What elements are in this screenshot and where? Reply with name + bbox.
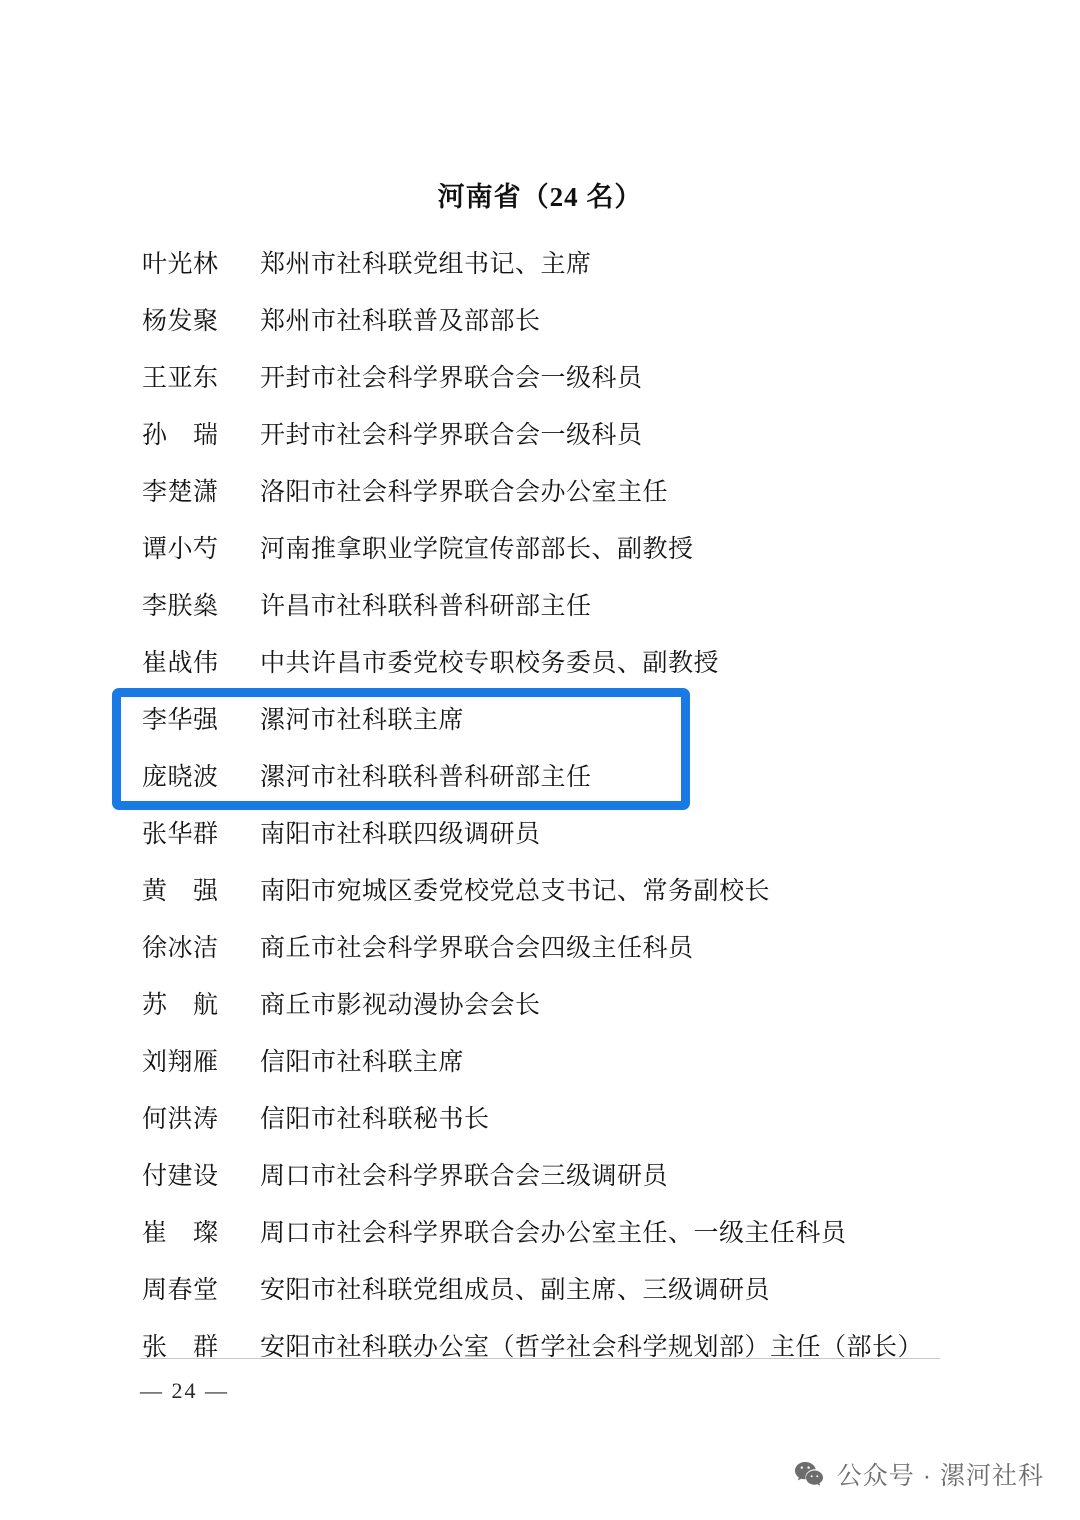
- page-number: — 24 —: [140, 1378, 229, 1403]
- entry-name: 杨发聚: [142, 308, 219, 335]
- list-item: [0, 1034, 1080, 1091]
- name-list: [0, 236, 1080, 1376]
- list-item: [0, 350, 1080, 407]
- list-item: [0, 464, 1080, 521]
- entry-title: 郑州市社科联普及部部长: [260, 308, 541, 335]
- entry-name: 庞晓波: [142, 764, 219, 791]
- entry-title: 漯河市社科联科普科研部主任: [260, 764, 592, 791]
- watermark-text: 公众号 · 漯河社科: [836, 1462, 1044, 1490]
- entry-title: 郑州市社科联党组书记、主席: [260, 251, 592, 278]
- entry-title: 周口市社会科学界联合会三级调研员: [260, 1163, 669, 1190]
- entry-name: 谭小芍: [142, 536, 219, 563]
- entry-name: 黄 强: [142, 878, 219, 905]
- entry-title: 信阳市社科联秘书长: [260, 1106, 490, 1133]
- entry-name: 付建设: [142, 1163, 219, 1190]
- list-item: [0, 521, 1080, 578]
- list-item: [0, 1148, 1080, 1205]
- entry-name: 张 群: [142, 1334, 219, 1361]
- entry-name: 周春堂: [142, 1277, 219, 1304]
- entry-name: 王亚东: [142, 365, 219, 392]
- entry-title: 商丘市社会科学界联合会四级主任科员: [260, 935, 694, 962]
- entry-name: 李华强: [142, 707, 219, 734]
- entry-name: 李楚潇: [142, 479, 219, 506]
- entry-title: 安阳市社科联办公室（哲学社会科学规划部）主任（部长）: [260, 1334, 924, 1361]
- list-item: [0, 1319, 1080, 1376]
- entry-name: 叶光林: [142, 251, 219, 278]
- entry-name: 孙 瑞: [142, 422, 219, 449]
- page-title: 河南省（24 名）: [437, 182, 643, 212]
- wechat-icon: [793, 1458, 825, 1490]
- entry-title: 漯河市社科联主席: [260, 707, 465, 734]
- list-item: [0, 806, 1080, 863]
- entry-title: 许昌市社科联科普科研部主任: [260, 593, 592, 620]
- list-item: [0, 1205, 1080, 1262]
- list-item: [0, 1262, 1080, 1319]
- watermark: [793, 1456, 1044, 1492]
- list-item: [0, 977, 1080, 1034]
- list-item: [0, 293, 1080, 350]
- entry-title: 中共许昌市委党校专职校务委员、副教授: [260, 650, 720, 677]
- entry-name: 苏 航: [142, 992, 219, 1019]
- list-item: [0, 236, 1080, 293]
- entry-name: 张华群: [142, 821, 219, 848]
- list-item-highlighted: [0, 749, 1080, 806]
- entry-name: 徐冰洁: [142, 935, 219, 962]
- entry-title: 南阳市宛城区委党校党总支书记、常务副校长: [260, 878, 771, 905]
- entry-title: 开封市社会科学界联合会一级科员: [260, 422, 643, 449]
- entry-title: 河南推拿职业学院宣传部部长、副教授: [260, 536, 694, 563]
- list-item-highlighted: [0, 692, 1080, 749]
- list-item: [0, 407, 1080, 464]
- list-item: [0, 920, 1080, 977]
- entry-title: 安阳市社科联党组成员、副主席、三级调研员: [260, 1277, 771, 1304]
- entry-name: 崔 璨: [142, 1220, 219, 1247]
- entry-title: 信阳市社科联主席: [260, 1049, 465, 1076]
- entry-title: 商丘市影视动漫协会会长: [260, 992, 541, 1019]
- entry-name: 崔战伟: [142, 650, 219, 677]
- list-item: [0, 578, 1080, 635]
- entry-name: 刘翔雁: [142, 1049, 219, 1076]
- list-item: [0, 635, 1080, 692]
- entry-title: 周口市社会科学界联合会办公室主任、一级主任科员: [260, 1220, 847, 1247]
- entry-title: 南阳市社科联四级调研员: [260, 821, 541, 848]
- entry-title: 洛阳市社会科学界联合会办公室主任: [260, 479, 669, 506]
- entry-name: 何洪涛: [142, 1106, 219, 1133]
- list-item: [0, 1091, 1080, 1148]
- list-item: [0, 863, 1080, 920]
- entry-title: 开封市社会科学界联合会一级科员: [260, 365, 643, 392]
- entry-name: 李朕燊: [142, 593, 219, 620]
